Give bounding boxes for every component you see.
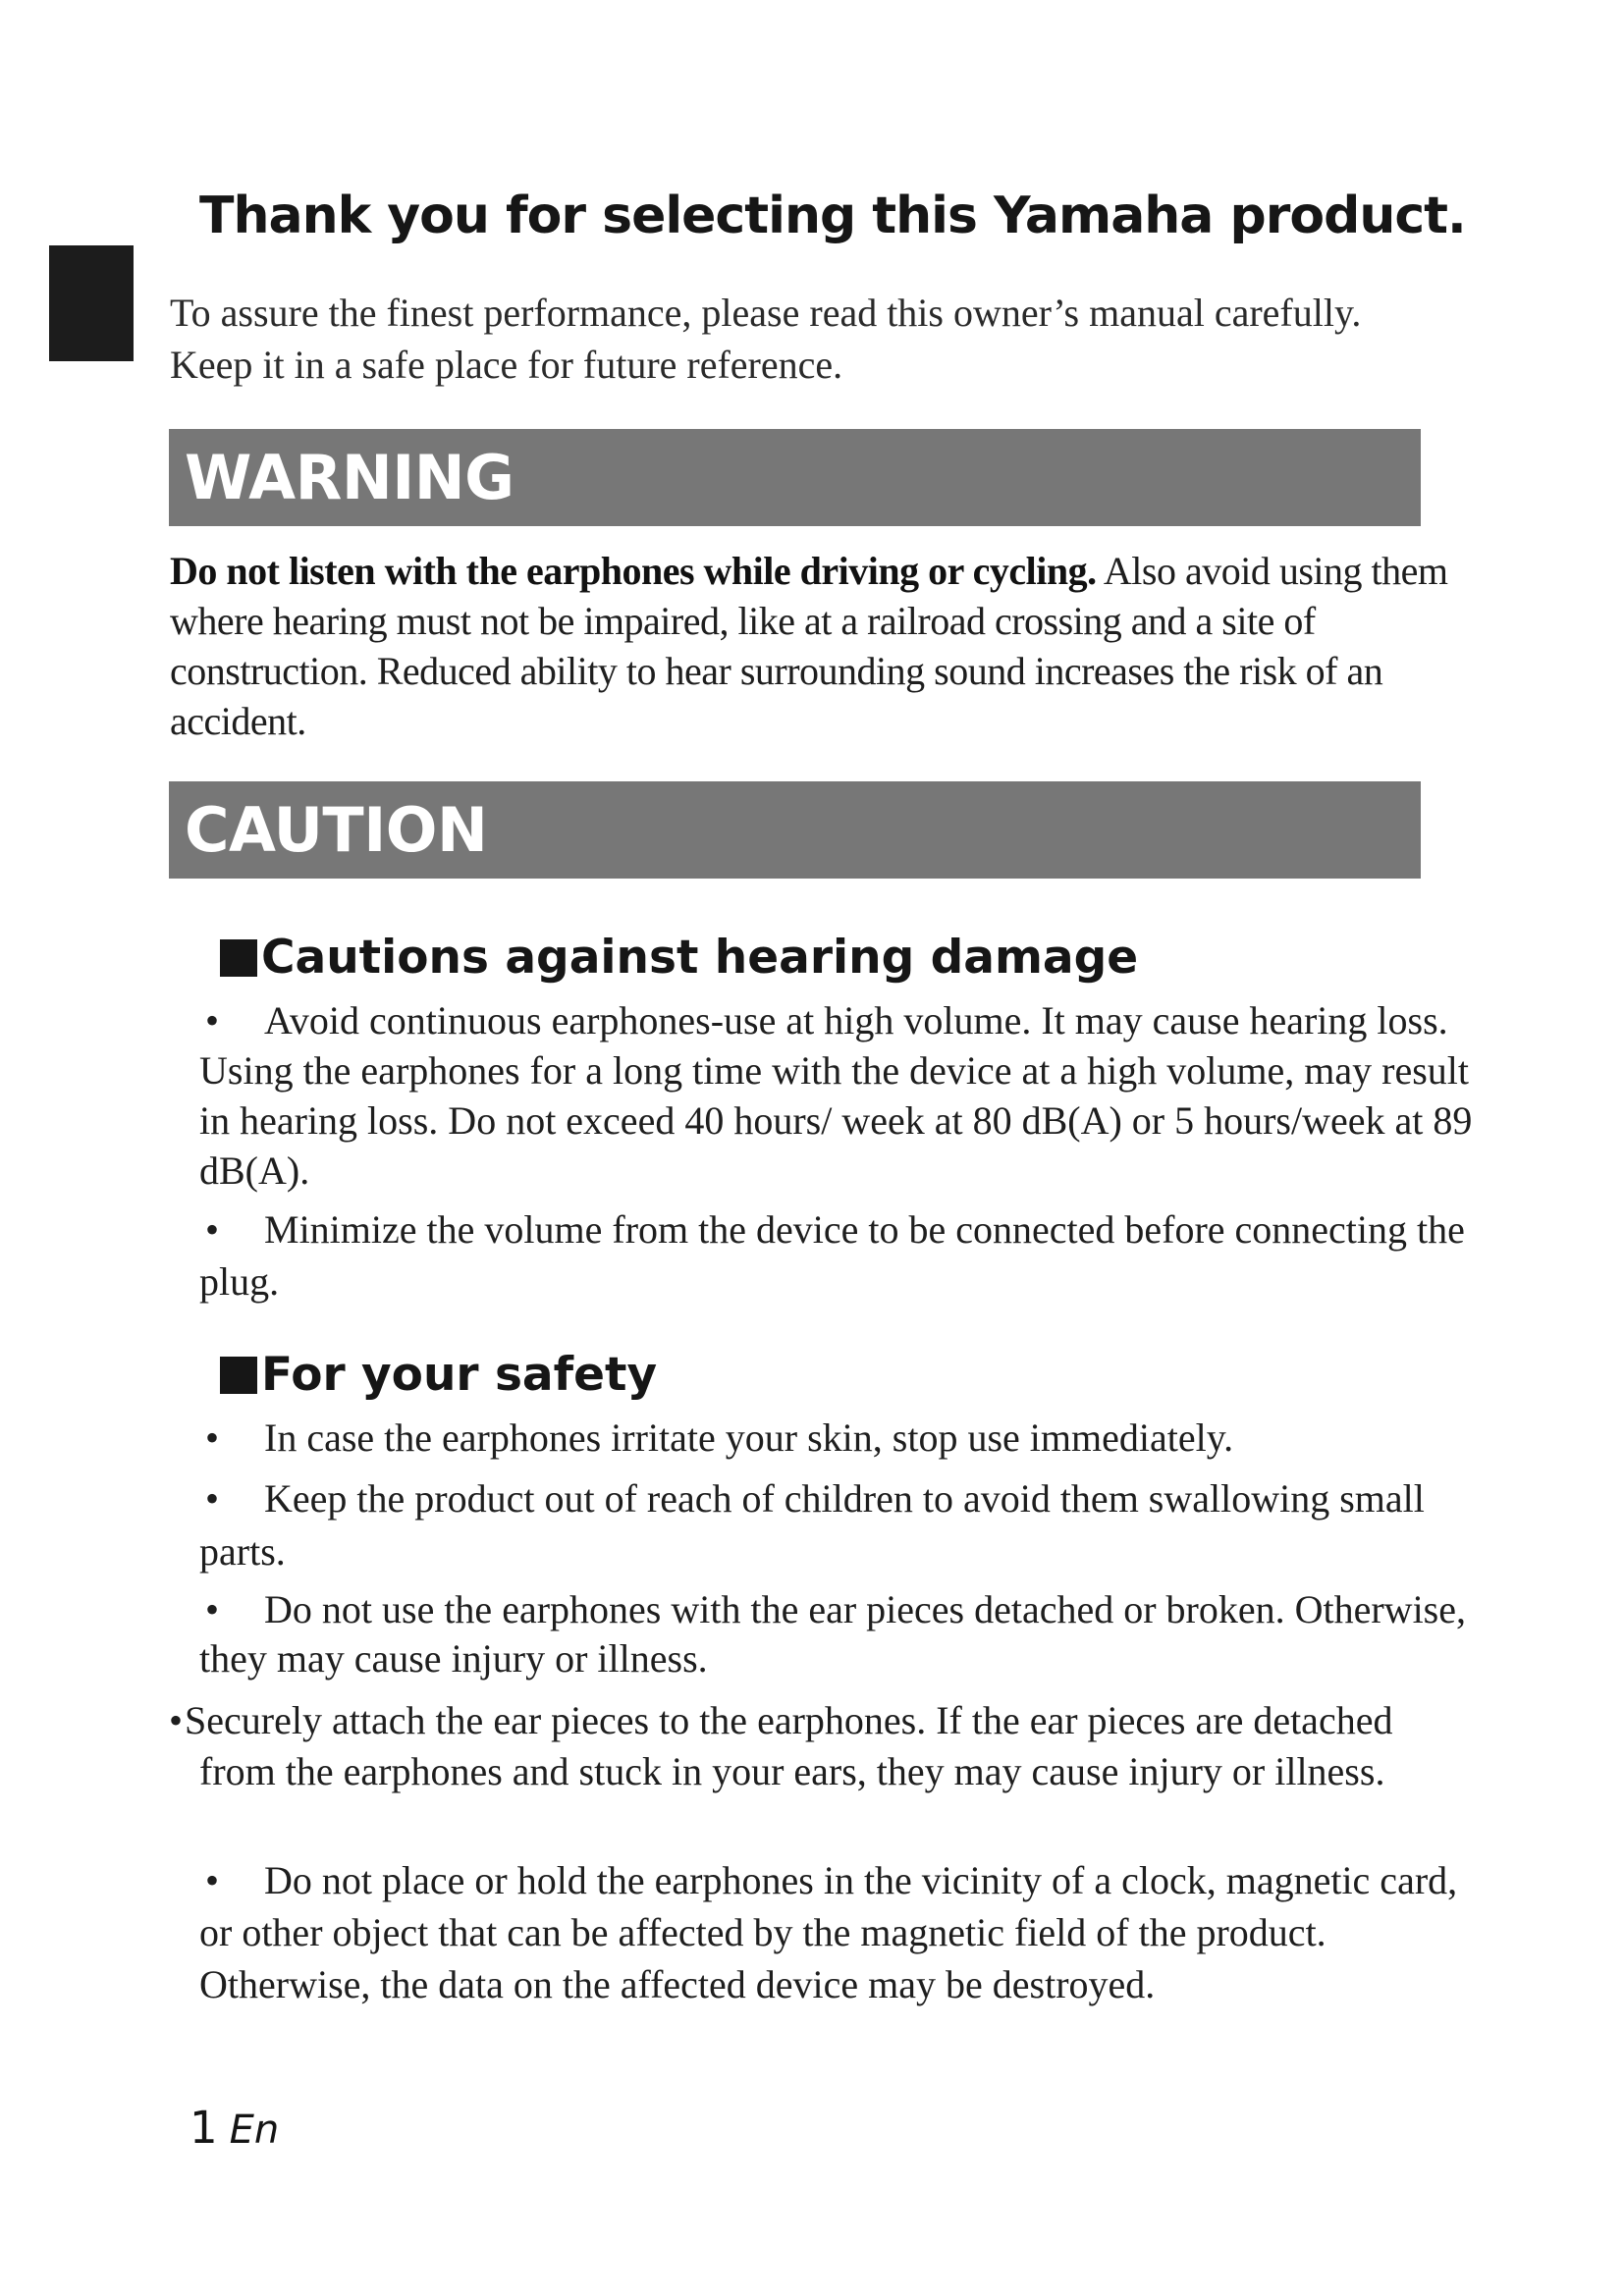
bullet-dot-icon: • bbox=[205, 998, 220, 1042]
page-edge-tab bbox=[49, 245, 134, 361]
list-item bbox=[199, 1203, 1476, 1308]
list-item bbox=[169, 1695, 1476, 1797]
list-item-text: Keep the product out of reach of children to avoid them swallowing small parts. bbox=[199, 1476, 1425, 1574]
list-item-text: Securely attach the ear pieces to the earphones. If the ear pieces are detached from the earphones and stuck in your ears, they may cause injury or illness. bbox=[185, 1698, 1393, 1793]
bullet-dot-icon: • bbox=[205, 1207, 220, 1252]
list-item bbox=[199, 1585, 1476, 1683]
caution-banner: CAUTION bbox=[169, 781, 1421, 879]
hearing-damage-heading bbox=[220, 931, 1138, 985]
warning-lead: Do not listen with the earphones while driving or cycling. bbox=[170, 549, 1097, 593]
list-item bbox=[199, 1472, 1476, 1578]
list-item-text: Do not use the earphones with the ear pieces detached or broken. Otherwise, they may cause injury or illness. bbox=[199, 1587, 1467, 1681]
warning-body: Also avoid using them where hearing must not be impaired, like at a railroad crossing and a site of construction. Reduced ability to hear surrounding sound increases the risk of an accident. bbox=[170, 549, 1448, 743]
list-item-text: Avoid continuous earphones-use at high volume. It may cause hearing loss. Using the earphones for a long time with the device at a high volume, may result in hearing loss. Do not exceed 40 hours/ week at 80 dB(A) or 5 hours/week at 89 dB(A). bbox=[199, 998, 1473, 1193]
language-code: En bbox=[229, 2108, 280, 2153]
list-item-text: Do not place or hold the earphones in the vicinity of a clock, magnetic card, or other object that can be affected by the magnetic field of the product. Otherwise, the data on the affected device may be destroyed. bbox=[199, 1858, 1458, 2006]
square-bullet-icon bbox=[220, 939, 257, 977]
page-title: Thank you for selecting this Yamaha product. bbox=[199, 187, 1466, 245]
list-item-text: Minimize the volume from the device to be connected before connecting the plug. bbox=[199, 1207, 1465, 1304]
list-item bbox=[199, 1413, 1476, 1463]
warning-text bbox=[170, 546, 1456, 746]
square-bullet-icon bbox=[220, 1357, 257, 1394]
list-item bbox=[199, 1854, 1476, 2010]
safety-heading-label: For your safety bbox=[261, 1348, 658, 1402]
bullet-dot-icon: • bbox=[205, 1476, 220, 1521]
hearing-damage-heading-label: Cautions against hearing damage bbox=[261, 931, 1139, 985]
page-footer bbox=[189, 2102, 279, 2154]
bullet-dot-icon: • bbox=[169, 1698, 184, 1742]
bullet-dot-icon: • bbox=[205, 1587, 220, 1631]
bullet-dot-icon: • bbox=[205, 1858, 220, 1902]
warning-banner: WARNING bbox=[169, 429, 1421, 526]
page-number: 1 bbox=[189, 2102, 218, 2154]
list-item-text: In case the earphones irritate your skin, stop use immediately. bbox=[264, 1415, 1234, 1460]
intro-text: To assure the finest performance, please read this owner’s manual carefully. Keep it in a safe place for future reference. bbox=[170, 291, 1362, 387]
safety-heading bbox=[220, 1348, 657, 1402]
list-item bbox=[199, 995, 1476, 1196]
bullet-dot-icon: • bbox=[205, 1415, 220, 1460]
